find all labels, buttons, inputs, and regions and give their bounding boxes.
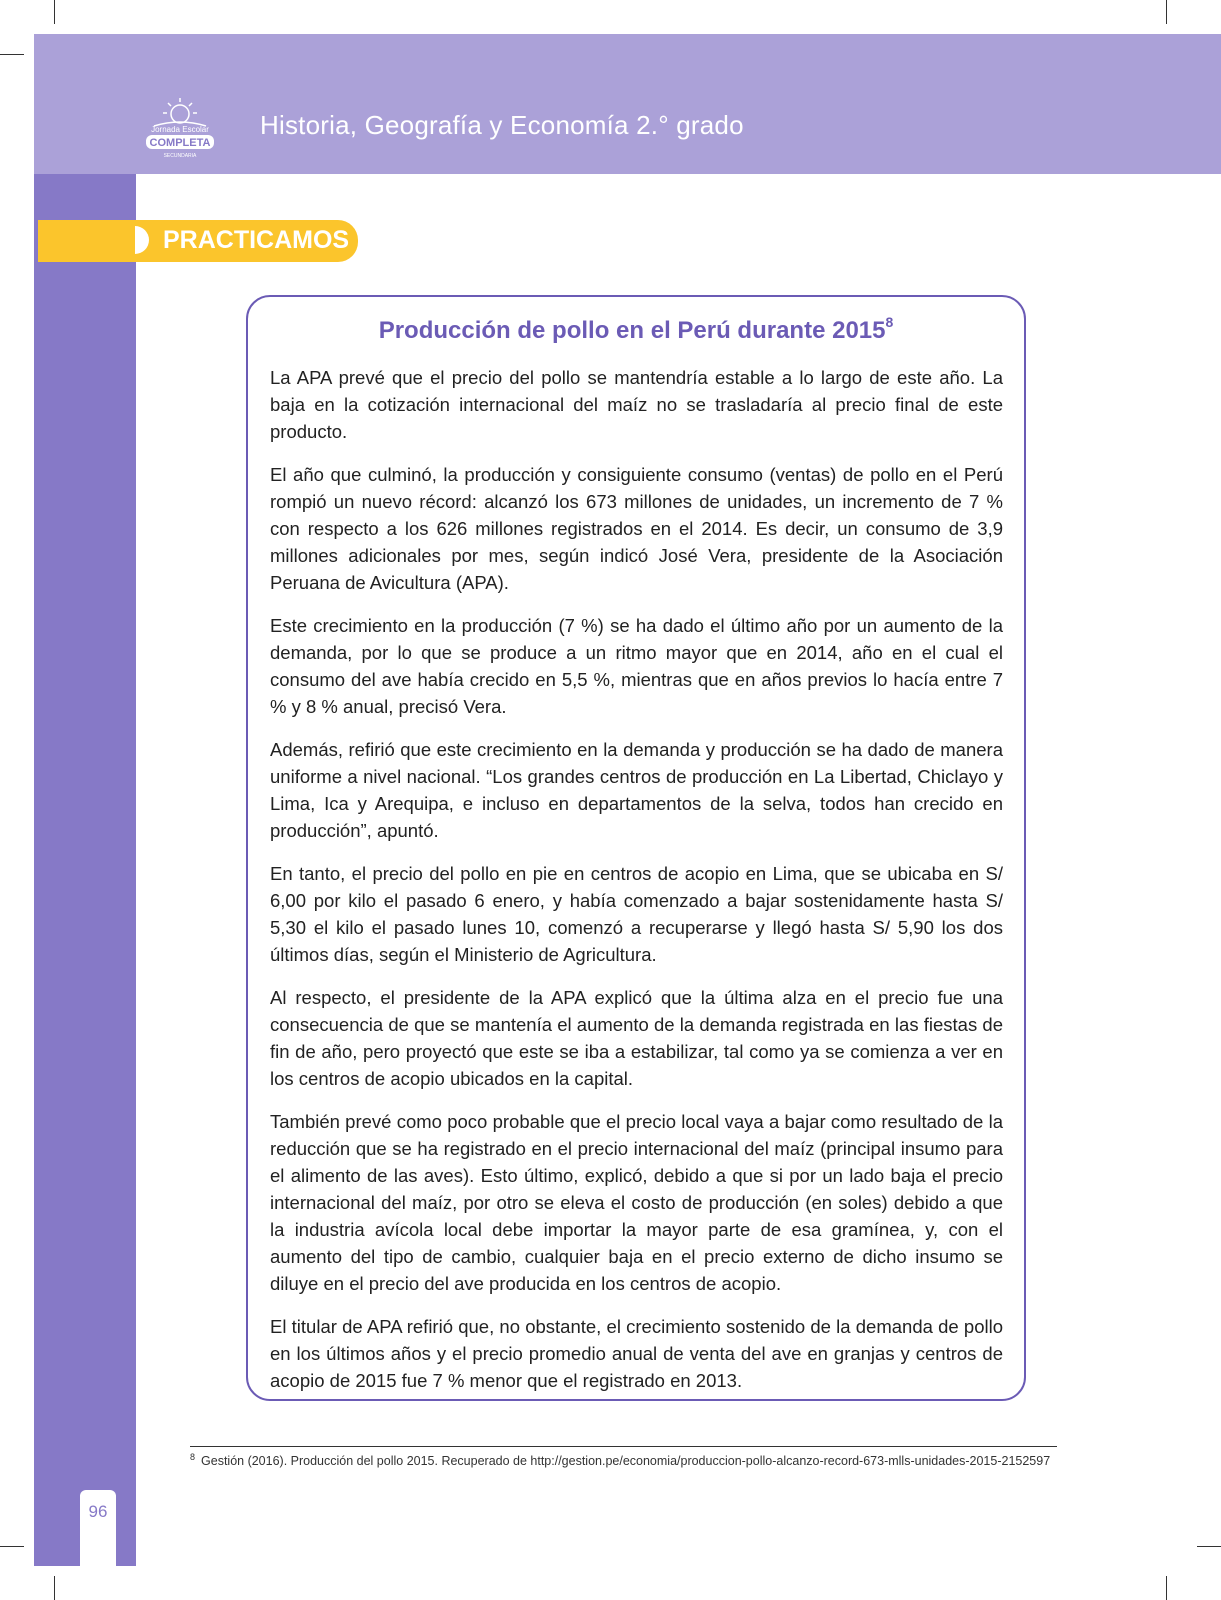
crop-mark [0,54,24,55]
crop-mark [1166,1576,1167,1600]
paragraph: La APA prevé que el precio del pollo se mantendría estable a lo largo de este año. La baja en la cotización internacional del maíz no se trasladaría al precio final de este producto. [270,367,1003,442]
left-sidebar-band [34,174,136,1566]
crop-mark [0,1546,24,1547]
paragraph: Además, refirió que este crecimiento en la demanda y producción se ha dado de manera uniforme a nivel nacional. “Los grandes centros de producción en La Libertad, Chiclayo y Lima, Ica y Arequipa, e incluso en departamentos de la selva, todos han crecido en producción”, apuntó. [270,739,1003,841]
footnote-marker: 8 [190,1452,196,1462]
logo-text-bottom: SECUNDARIA [163,153,197,159]
crop-mark [54,1576,55,1600]
footnote-divider [190,1446,1057,1447]
crop-mark [54,0,55,24]
paragraph: También prevé como poco probable que el precio local vaya a bajar como resultado de la reducción que se ha registrado en el precio internacional del maíz (principal insumo para el alimento de las aves). Esto último, explicó, debido a que si por un lado baja el precio internacional del maíz, por otro se eleva el costo de producción (en soles) debido a que la industria avícola local debe importar la mayor parte de esa gramínea, y, con el aumento del tipo de cambio, cualquier baja en el precio externo de dicho insumo se diluye en el precio del ave producida en los centros de acopio. [270,1111,1003,1294]
reading-title-text: Producción de pollo en el Perú durante 2015 [378,317,886,344]
reading-title [246,316,1026,345]
paragraph: Al respecto, el presidente de la APA explicó que la última alza en el precio fue una consecuencia de que se mantenía el aumento de la demanda registrada en las fiestas de fin de año, pero proyectó que este se iba a estabilizar, tal como ya se comienza a ver en los centros de acopio ubicados en la capital. [270,987,1003,1089]
logo-text-top: Jornada Escolar [151,125,209,134]
page-header-title: Historia, Geografía y Economía 2.° grado [260,110,744,140]
paragraph: Este crecimiento en la producción (7 %) se ha dado el último año por un aumento de la demanda, por lo que se produce a un ritmo mayor que en 2014, año en el cual el consumo del ave había crecido en 5,5 %, mientras que en años previos lo hacía entre 7 % y 8 % anual, precisó Vera. [270,615,1003,717]
logo-text-main: COMPLETA [149,137,211,149]
jornada-escolar-logo [140,96,220,160]
paragraph: El titular de APA refirió que, no obstante, el crecimiento sostenido de la demanda de pollo en los últimos años y el precio promedio anual de venta del ave en granjas y centros de acopio de 2015 fue 7 % menor que el registrado en 2013. [270,1316,1003,1391]
footnote [190,1452,1070,1468]
reading-body [270,364,1003,1410]
footnote-text: Gestión (2016). Producción del pollo 2015. Recuperado de http://gestion.pe/economia/produccion-pollo-alcanzo-record-673-mlls-unidades-2015-2152597 [201,1454,1051,1469]
paragraph: En tanto, el precio del pollo en pie en centros de acopio en Lima, que se ubicaba en S/ 6,00 por kilo el pasado 6 enero, y había comenzado a bajar sostenidamente hasta S/ 5,30 el kilo el pasado lunes 10, comenzó a recuperarse y llegó hasta S/ 5,90 los dos últimos días, según el Ministerio de Agricultura. [270,863,1003,965]
crop-mark [1197,1546,1221,1547]
paragraph: El año que culminó, la producción y consiguiente consumo (ventas) de pollo en el Perú rompió un nuevo récord: alcanzó los 673 millones de unidades, un incremento de 7 % con respecto a los 626 millones registrados en el 2014. Es decir, un consumo de 3,9 millones adicionales por mes, según indicó José Vera, presidente de la Asociación Peruana de Avicultura (APA). [270,464,1003,593]
footnote-reference: 8 [885,314,894,330]
crop-mark [1166,0,1167,24]
page-number: 96 [88,1502,108,1521]
section-label: PRACTICAMOS [163,226,350,254]
